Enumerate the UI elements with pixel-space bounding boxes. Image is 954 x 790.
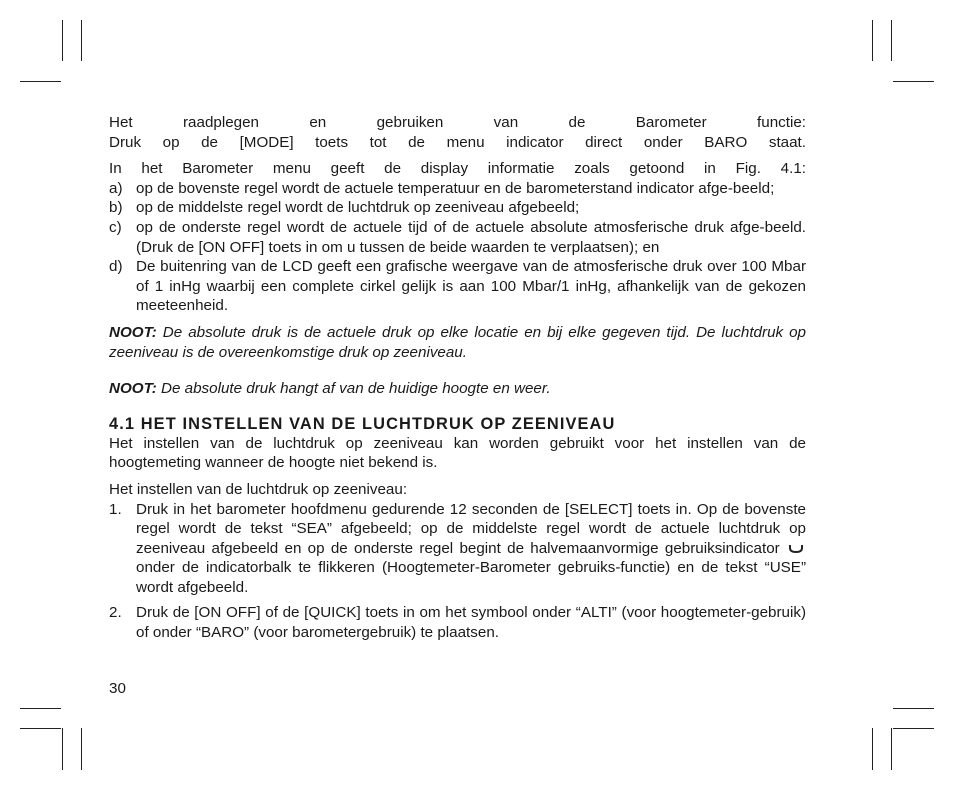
list-item — [109, 500, 806, 598]
note-1 — [109, 323, 806, 362]
crop-mark-bottom-left-v2 — [81, 728, 82, 770]
crop-mark-top-left-v2 — [81, 20, 82, 61]
crop-mark-bottom-right-h2 — [893, 728, 934, 729]
crop-mark-bottom-right-h — [893, 708, 934, 709]
list-item — [109, 218, 806, 257]
list-item-label: 1. — [109, 500, 122, 518]
intro-line-2: Druk op de [MODE] toets tot de menu indicator direct onder BARO staat. — [109, 133, 806, 151]
crop-mark-top-right-v1 — [872, 20, 873, 61]
list-item-label: d) — [109, 258, 123, 276]
list-item — [109, 257, 806, 316]
crop-mark-top-left-h — [20, 81, 61, 82]
note-2 — [109, 379, 806, 399]
crop-mark-top-right-v2 — [891, 20, 892, 61]
section-heading: 4.1 HET INSTELLEN VAN DE LUCHTDRUK OP ZEENIVEAU — [109, 414, 616, 433]
note-text: De absolute druk hangt af van de huidige hoogte en weer. — [156, 380, 551, 398]
list-item — [109, 179, 806, 199]
half-moon-cup-icon — [788, 545, 804, 554]
crop-mark-bottom-right-v2 — [891, 728, 892, 770]
list-item-text: op de middelste regel wordt de luchtdruk op zeeniveau afgebeeld; — [136, 199, 580, 217]
intro-line-1: Het raadplegen en gebruiken van de Barometer functie: — [109, 114, 806, 131]
list-item-label: a) — [109, 179, 123, 197]
section-intro: Het instellen van de luchtdruk op zeeniveau kan worden gebruikt voor het instellen van de hoogtemeting wanneer de hoogte niet bekend is. — [109, 434, 806, 472]
crop-mark-top-left-v1 — [62, 20, 63, 61]
menu-info-lead: In het Barometer menu geeft de display informatie zoals getoond in Fig. 4.1: — [109, 160, 806, 178]
crop-mark-bottom-right-v1 — [872, 728, 873, 770]
steps-list — [109, 500, 806, 643]
list-item — [109, 198, 806, 218]
list-item-text: op de onderste regel wordt de actuele tijd of de actuele absolute atmosferische druk afge-beeld. (Druk de [ON OFF] toets in om u tussen de beide waarden te verplaatsen); en — [136, 218, 806, 256]
list-item-text: De buitenring van de LCD geeft een grafische weergave van de atmosferische druk over 100 Mbar of 1 inHg waarbij een complete cirkel gelijk is aan 100 Mbar/1 inHg, afhankelijk van de gekozen meeteenheid. — [136, 258, 806, 315]
crop-mark-bottom-left-h — [20, 708, 61, 709]
list-item-text: op de bovenste regel wordt de actuele temperatuur en de barometerstand indicator afge-beeld; — [136, 179, 775, 197]
crop-mark-top-right-h — [893, 81, 934, 82]
note-label: NOOT: — [109, 323, 157, 341]
list-item-text: Druk de [ON OFF] of de [QUICK] toets in om het symbool onder “ALTI” (voor hoogtemeter-gebruik) of onder “BARO” (voor barometergebruik) te plaatsen. — [136, 604, 806, 642]
page-body — [109, 113, 806, 644]
page-number: 30 — [109, 680, 126, 697]
note-label: NOOT: — [109, 380, 157, 398]
crop-mark-bottom-left-h2 — [20, 728, 61, 729]
menu-info-list — [109, 179, 806, 316]
list-item-label: 2. — [109, 604, 122, 622]
list-item-label: c) — [109, 218, 122, 236]
crop-mark-bottom-left-v1 — [62, 728, 63, 770]
steps-lead: Het instellen van de luchtdruk op zeeniveau: — [109, 480, 408, 498]
list-item-label: b) — [109, 199, 123, 217]
step-text-after-icon: onder de indicatorbalk te flikkeren (Hoogtemeter-Barometer gebruiks-functie) en de tekst “USE” wordt afgebeeld. — [136, 559, 806, 596]
step-text-before-icon: Druk in het barometer hoofdmenu gedurende 12 seconden de [SELECT] toets in. Op de bovenste regel wordt de tekst “SEA” afgebeeld; op de middelste regel wordt de actuele luchtdruk op zeeniveau afgebeeld en op de onderste regel begint de halvemaanvormige gebruiksindicator — [136, 500, 806, 557]
list-item — [109, 603, 806, 642]
note-text: De absolute druk is de actuele druk op elke locatie en bij elke gegeven tijd. De luchtdruk op zeeniveau is de overeenkomstige druk op zeeniveau. — [109, 323, 806, 361]
